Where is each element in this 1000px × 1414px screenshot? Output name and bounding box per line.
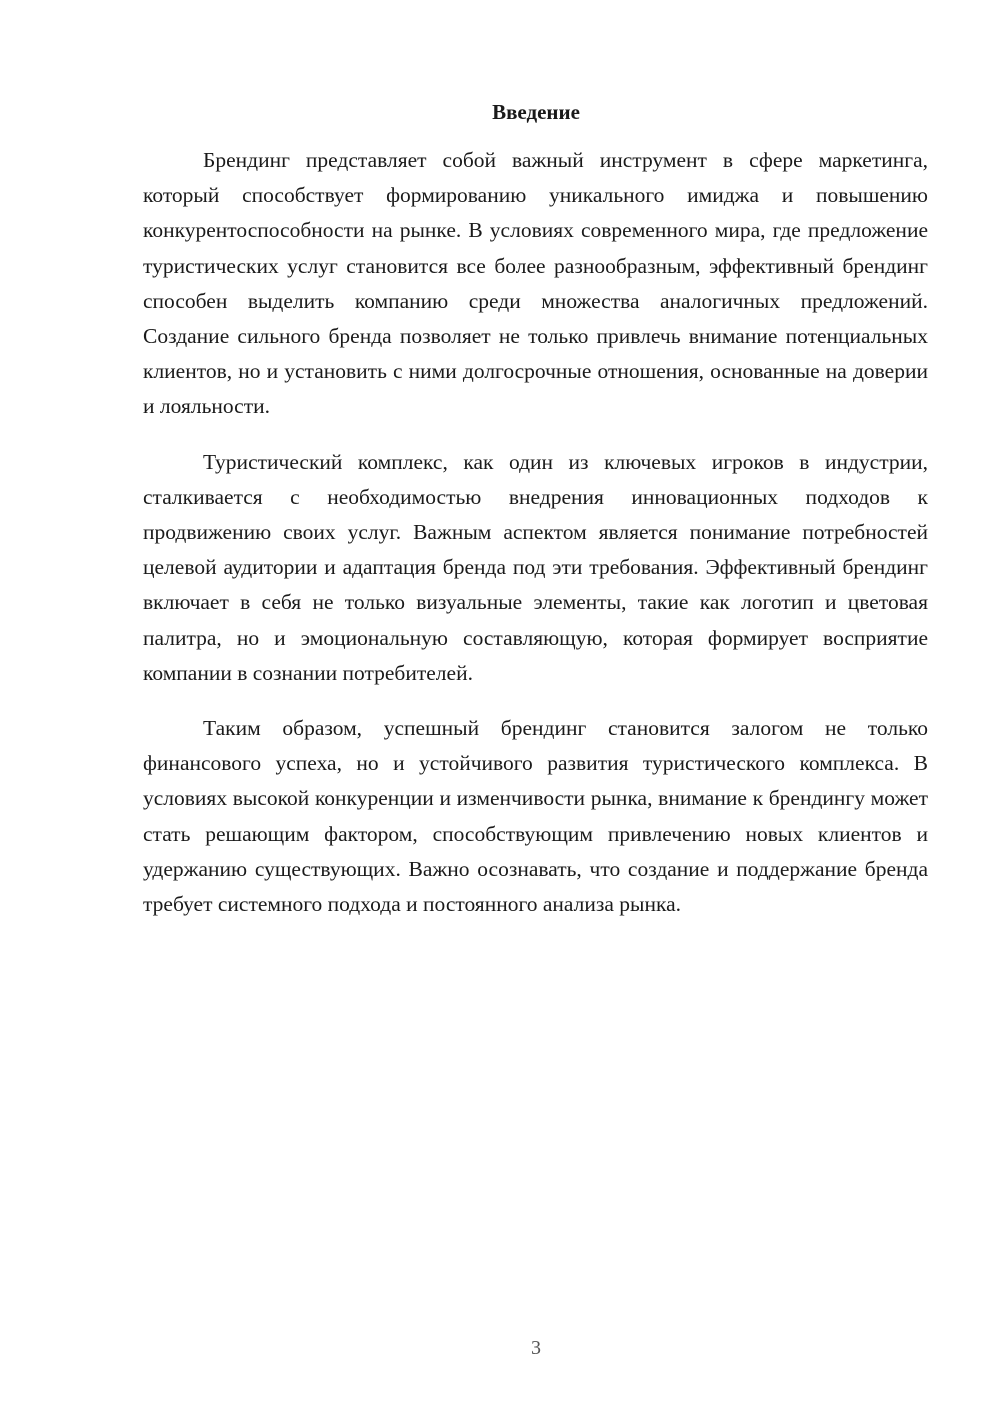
paragraph-3: Таким образом, успешный брендинг становится залогом не только финансового успеха, но и устойчивого развития туристического комплекса. В условиях высокой конкуренции и изменчивости рынка, внимание к брендингу может стать решающим фактором, способствующим привлечению новых клиентов и удержанию существующих. Важно осознавать, что создание и поддержание бренда требует системного подхода и постоянного анализа рынка. <box>143 716 928 917</box>
paragraph-2: Туристический комплекс, как один из ключевых игроков в индустрии, сталкивается с необходимостью внедрения инновационных подходов к продвижению своих услуг. Важным аспектом является понимание потребностей целевой аудитории и адаптация бренда под эти требования. Эффективный брендинг включает в себя не только визуальные элементы, такие как логотип и цветовая палитра, но и эмоциональную составляющую, которая формирует восприятие компании в сознании потребителей. <box>143 449 928 685</box>
paragraph-1: Брендинг представляет собой важный инструмент в сфере маркетинга, который способствует формированию уникального имиджа и повышению конкурентоспособности на рынке. В условиях современного мира, где предложение туристических услуг становится все более разнообразным, эффективный брендинг способен выделить компанию среди множества аналогичных предложений. Создание сильного бренда позволяет не только привлечь внимание потенциальных клиентов, но и установить с ними долгосрочные отношения, основанные на доверии и лояльности. <box>143 148 928 419</box>
section-heading: Введение <box>492 100 580 124</box>
body-text <box>143 143 928 942</box>
page-number: 3 <box>531 1337 541 1359</box>
